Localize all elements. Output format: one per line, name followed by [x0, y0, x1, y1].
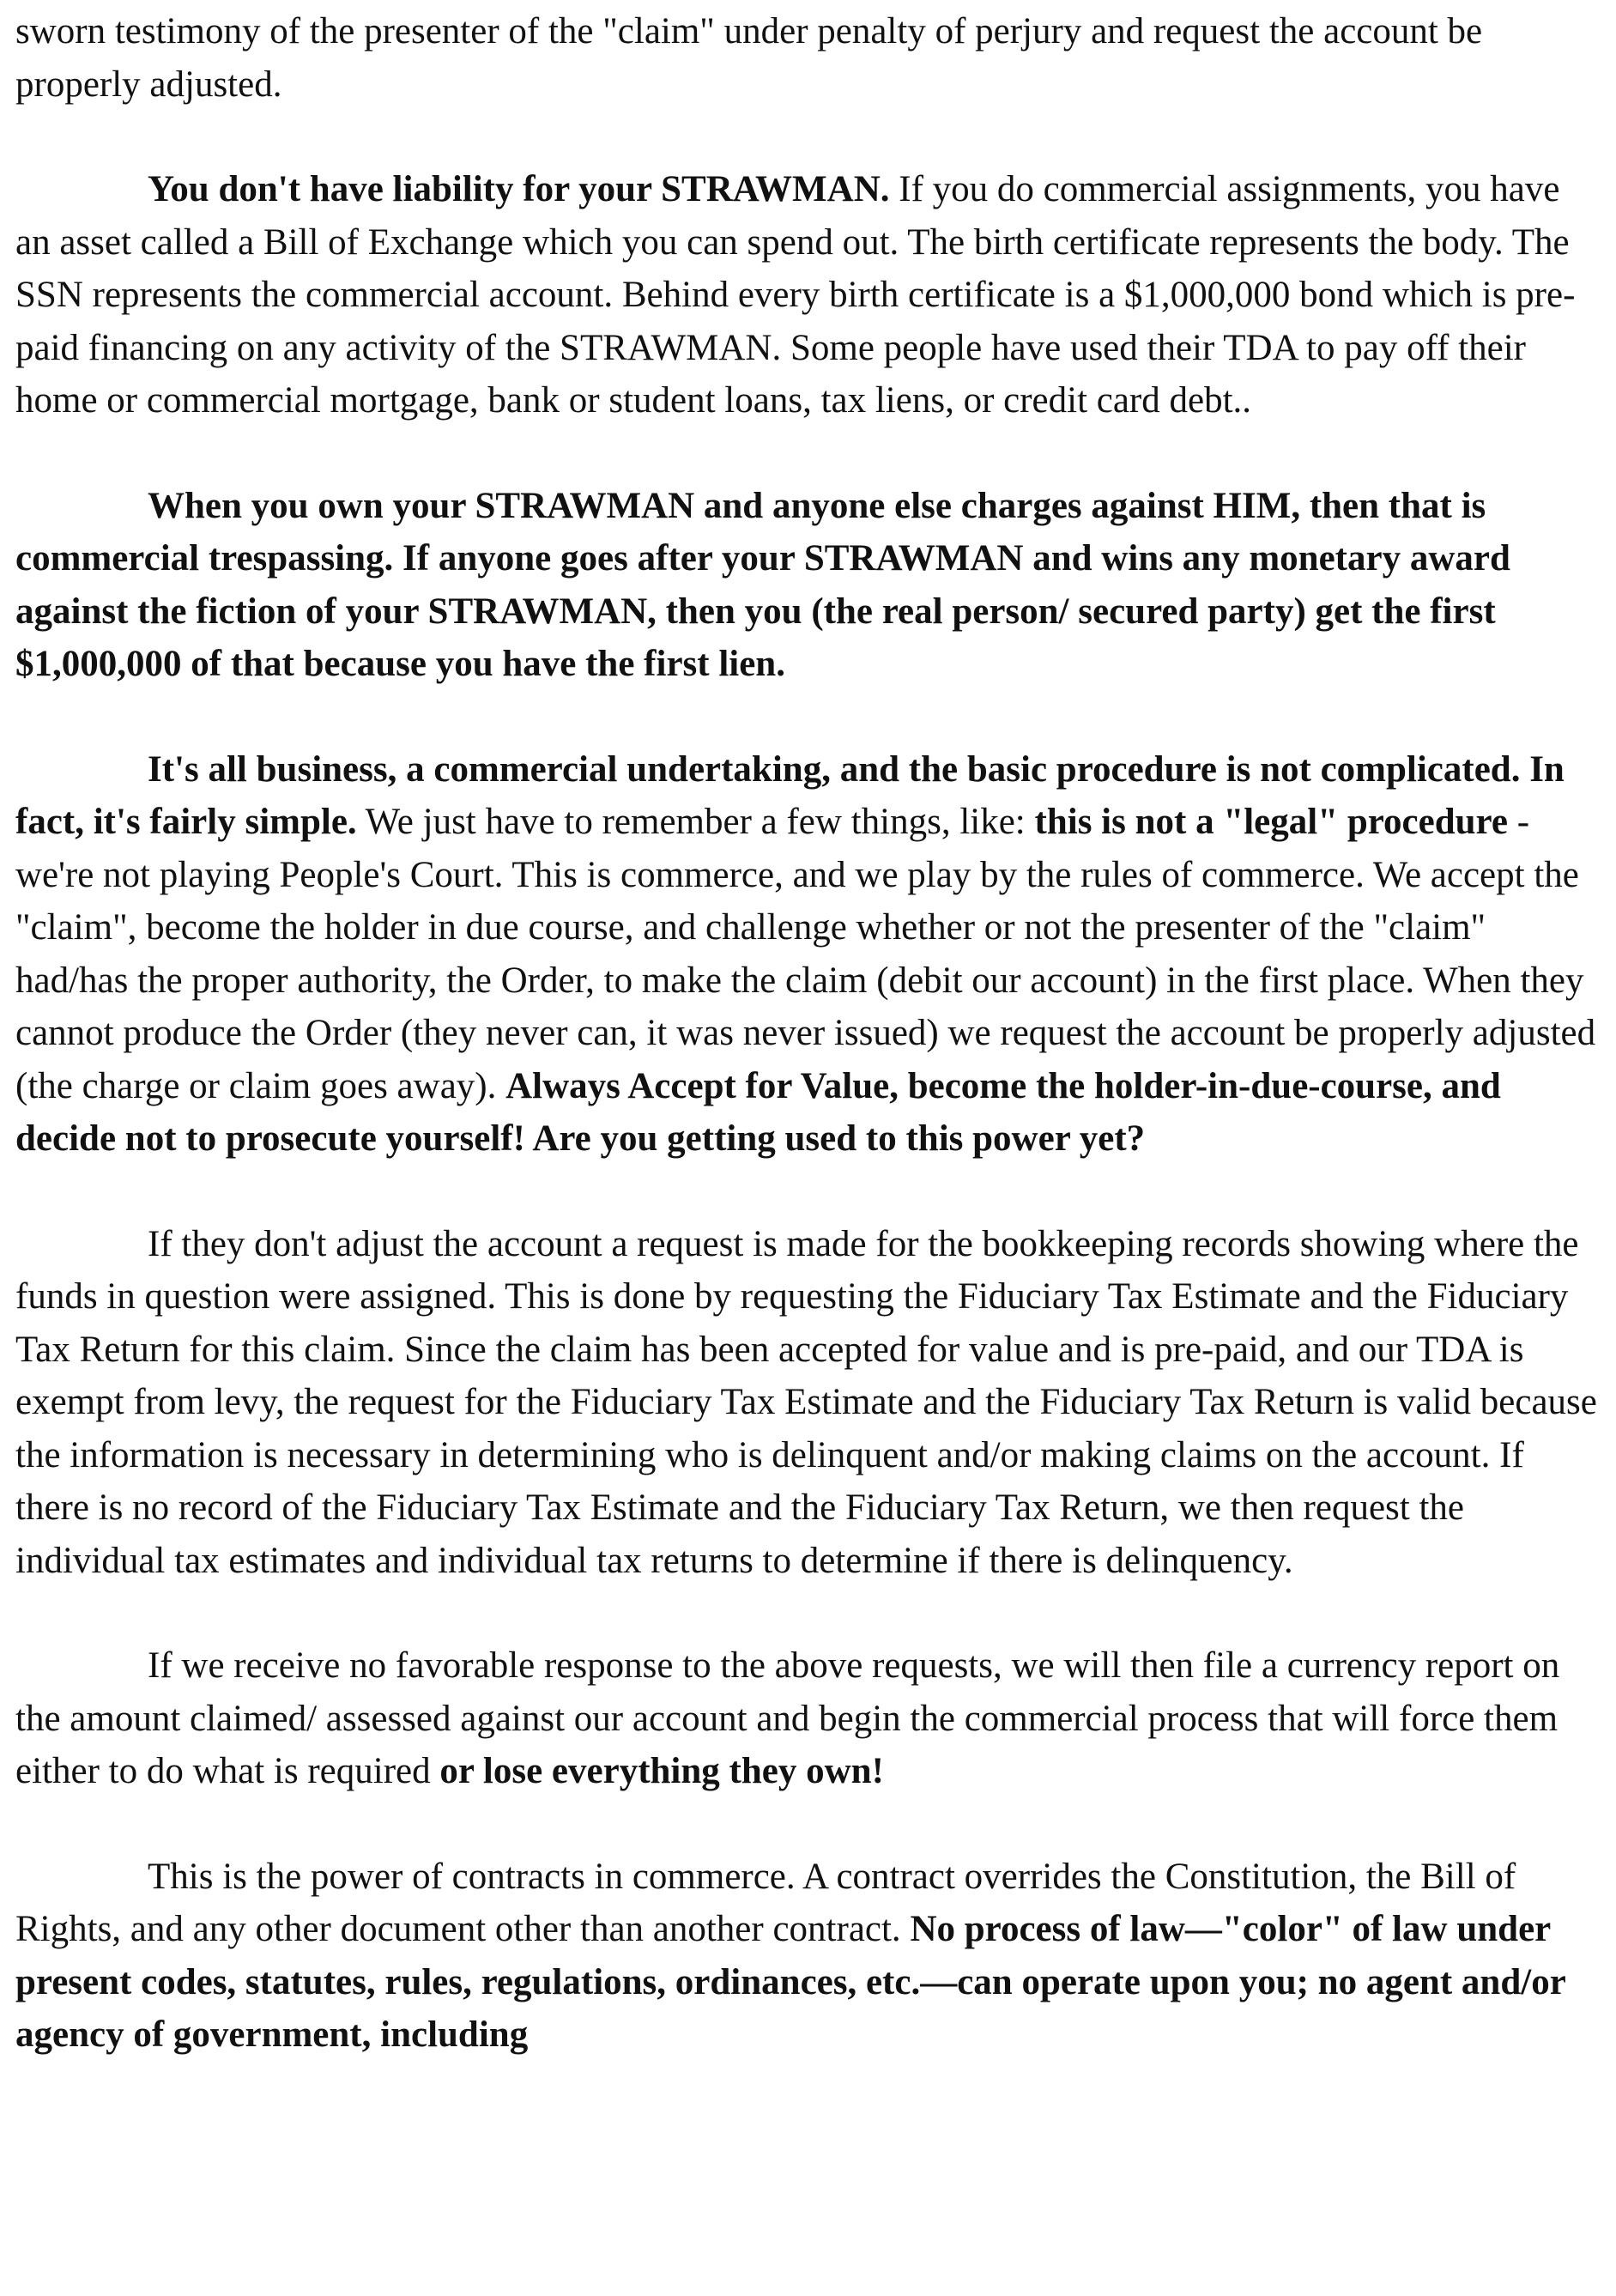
- paragraph: [15, 1851, 1601, 2062]
- paragraph: [15, 163, 1601, 427]
- body-text: This is the power of contracts in commerce. A contract overrides the Constitution, the Bill of Rights, and any other document other than another contract.: [15, 1856, 1516, 1949]
- bold-text: You don't have liability for your STRAWMAN.: [148, 169, 890, 209]
- body-text: If you do commercial assignments, you have an asset called a Bill of Exchange which you can spend out. The birth certificate represents the body. The SSN represents the commercial account. Behind every birth certificate is a $1,000,000 bond which is pre-paid financing on any activity of the STRAWMAN. Some people have used their TDA to pay off their home or commercial mortgage, bank or student loans, tax liens, or credit card debt..: [15, 169, 1576, 421]
- bold-text: It's all business, a commercial undertaking, and the basic procedure is not complicated. In fact, it's fairly simple.: [15, 748, 1565, 842]
- paragraph: [15, 1218, 1601, 1588]
- body-text: We just have to remember a few things, like:: [356, 802, 1035, 842]
- bold-text: Always Accept for Value, become the holder-in-due-course, and decide not to prosecute yourself! Are you getting used to this power yet?: [15, 1065, 1501, 1159]
- paragraph: [15, 743, 1601, 1166]
- paragraph: [15, 480, 1601, 691]
- document-body: [15, 5, 1601, 2062]
- paragraph: [15, 5, 1601, 111]
- body-text: - we're not playing People's Court. This is commerce, and we play by the rules of commerce. We accept the "claim", become the holder in due course, and challenge whether or not the presenter of the "claim" had/has the proper authority, the Order, to make the claim (debit our account) in the first place. When they cannot produce the Order (they never can, it was never issued) we request the account be properly adjusted (the charge or claim goes away).: [15, 802, 1596, 1106]
- body-text: If we receive no favorable response to the above requests, we will then file a currency report on the amount claimed/ assessed against our account and begin the commercial process that will force them either to do what is required: [15, 1645, 1560, 1791]
- bold-text: this is not a "legal" procedure: [1034, 802, 1508, 842]
- paragraph: [15, 1639, 1601, 1798]
- bold-text: or lose everything they own!: [439, 1751, 884, 1791]
- bold-text: No process of law—"color" of law under present codes, statutes, rules, regulations, ordinances, etc.—can operate upon you; no agent and/or agency of government, including: [15, 1909, 1565, 2055]
- body-text: sworn testimony of the presenter of the "claim" under penalty of perjury and request the account be properly adjusted.: [15, 11, 1483, 105]
- bold-text: When you own your STRAWMAN and anyone else charges against HIM, then that is commercial trespassing. If anyone goes after your STRAWMAN and wins any monetary award against the fiction of your STRAWMAN, then you (the real person/ secured party) get the first $1,000,000 of that because you have the first lien.: [15, 485, 1510, 684]
- body-text: If they don't adjust the account a request is made for the bookkeeping records showing where the funds in question were assigned. This is done by requesting the Fiduciary Tax Estimate and the Fiduciary Tax Return for this claim. Since the claim has been accepted for value and is pre-paid, and our TDA is exempt from levy, the request for the Fiduciary Tax Estimate and the Fiduciary Tax Return is valid because the information is necessary in determining who is delinquent and/or making claims on the account. If there is no record of the Fiduciary Tax Estimate and the Fiduciary Tax Return, we then request the individual tax estimates and individual tax returns to determine if there is delinquency.: [15, 1223, 1597, 1581]
